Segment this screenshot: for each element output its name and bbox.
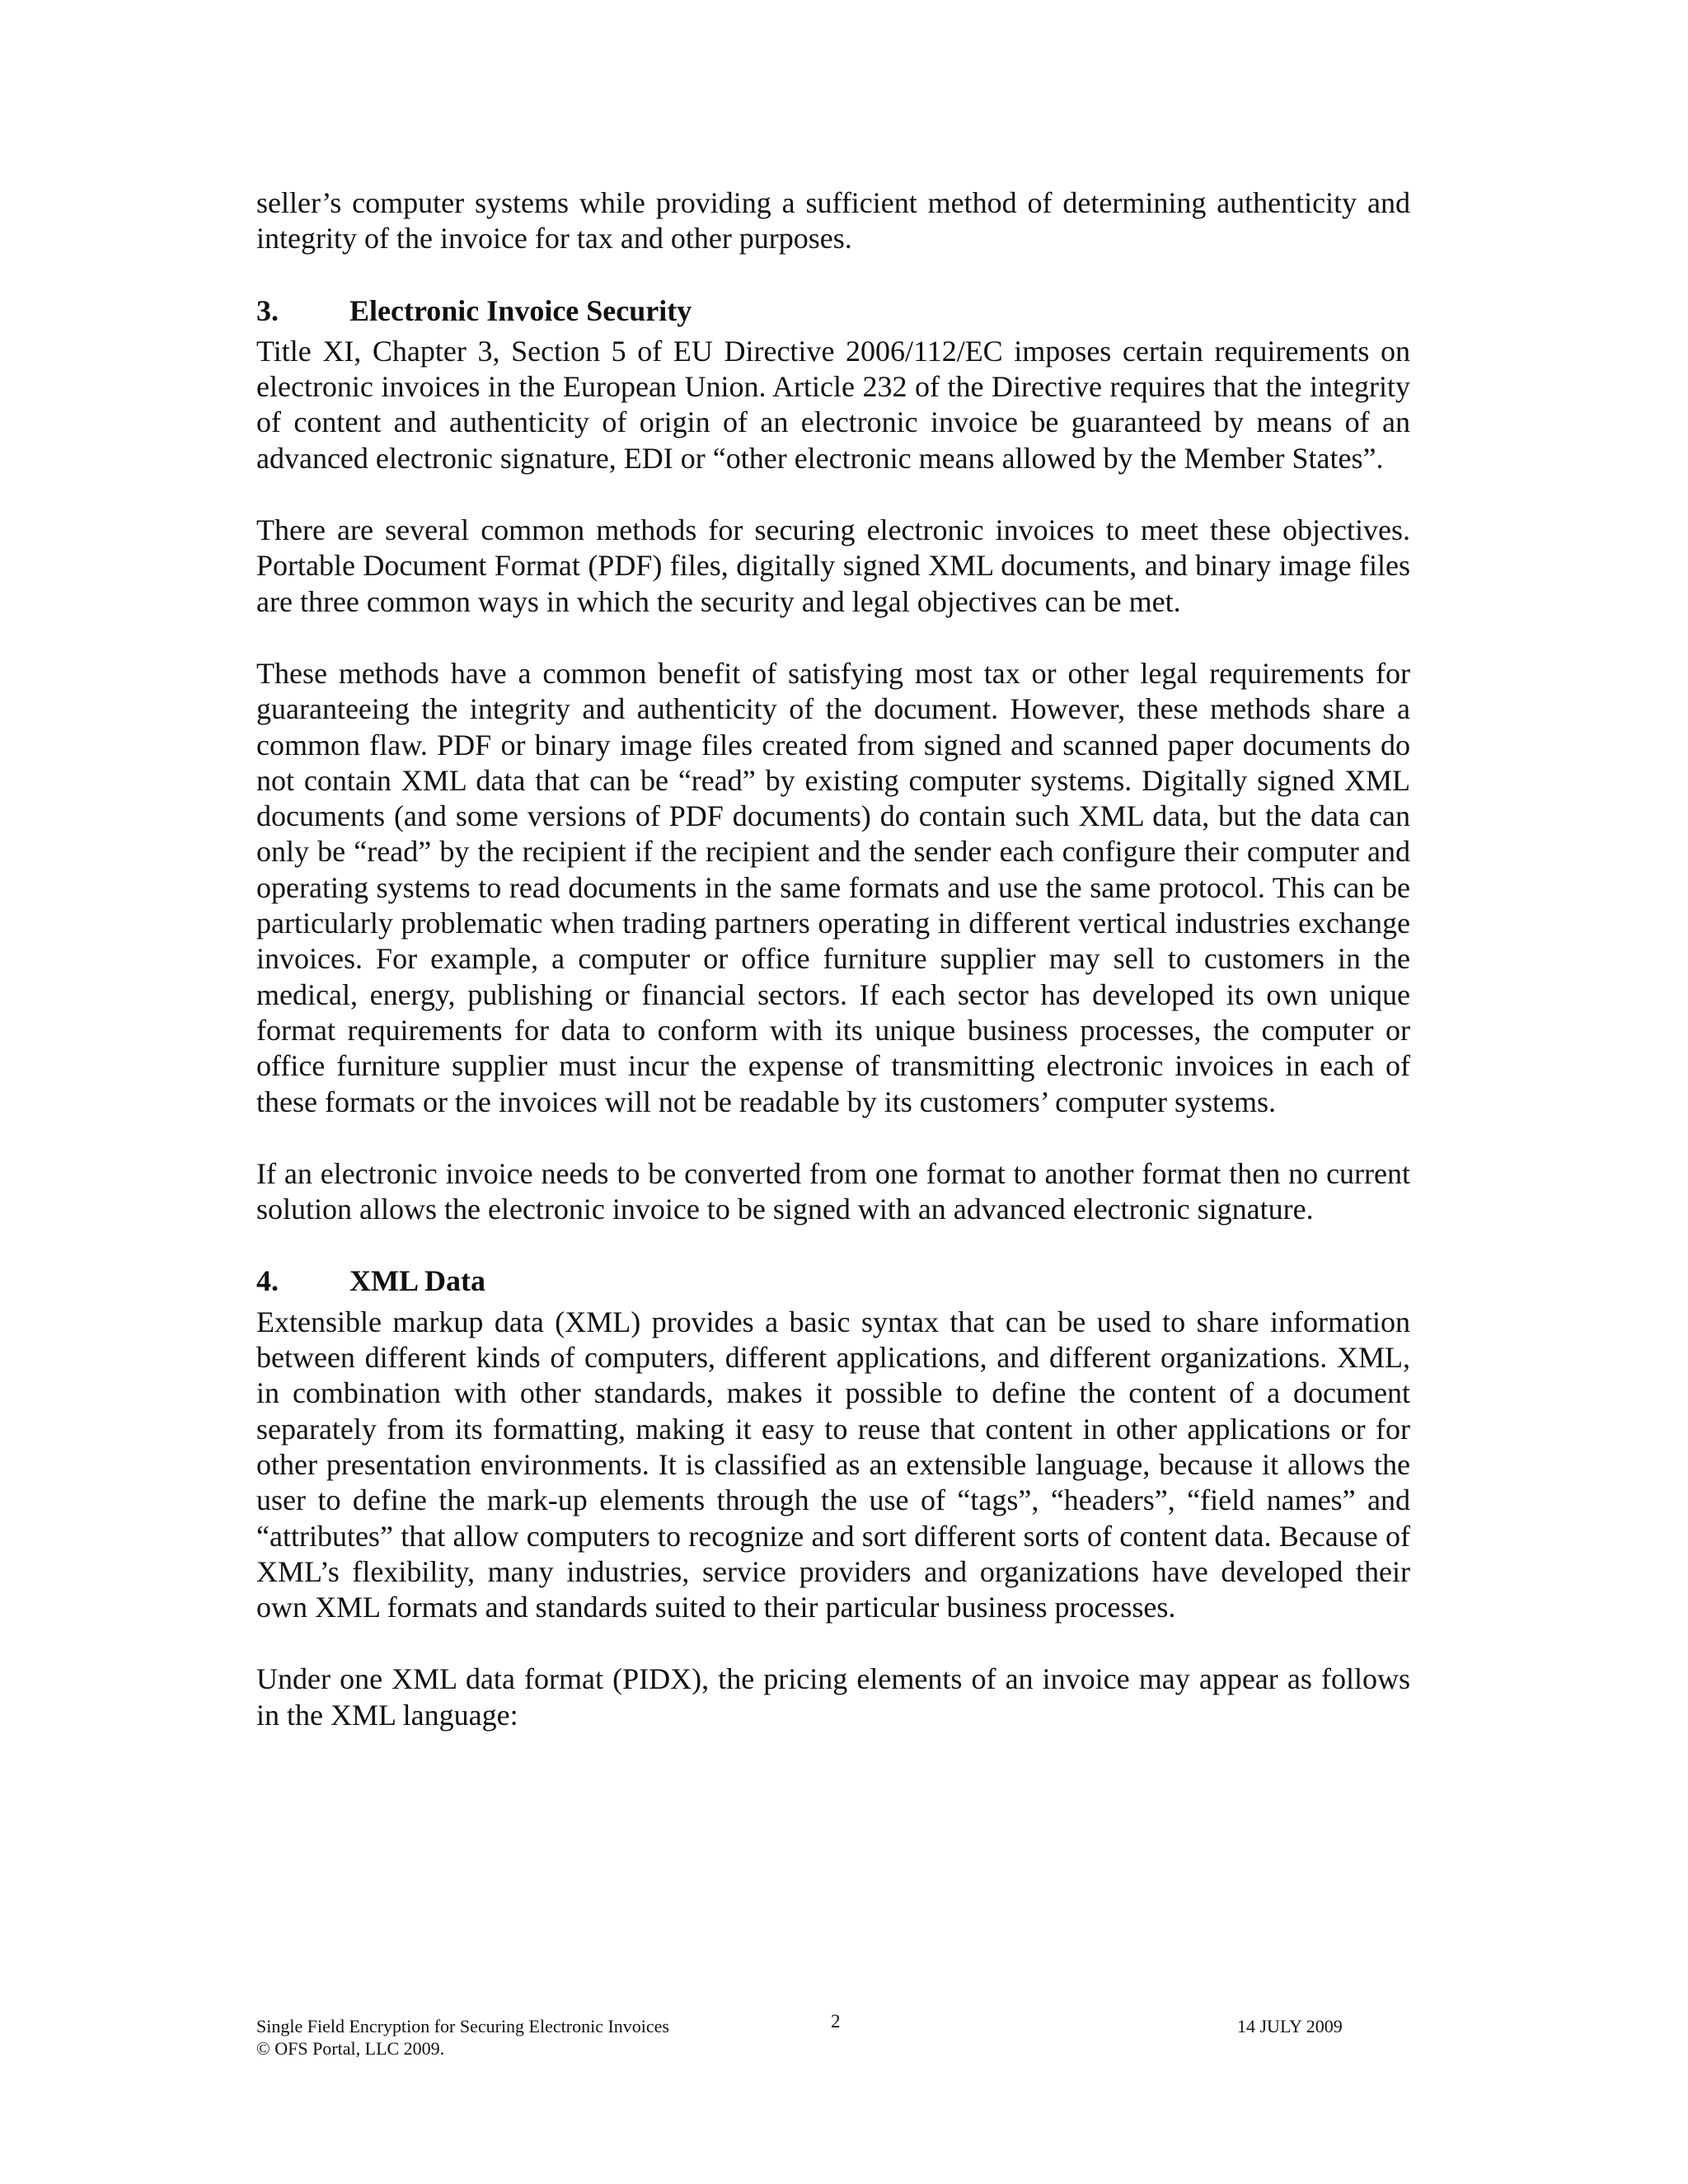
section-title: XML Data xyxy=(349,1264,485,1298)
footer-copyright: © OFS Portal, LLC 2009. xyxy=(256,2038,445,2059)
page-number: 2 xyxy=(831,2011,841,2032)
footer-left xyxy=(256,2015,833,2060)
paragraph: Title XI, Chapter 3, Section 5 of EU Directive 2006/112/EC imposes certain requirements on electronic invoices in the European Union. Article 232 of the Directive requires that the integrity of content and authenticity of origin of an electronic invoice be guaranteed by means of an advanced electronic signature, EDI or “other electronic means allowed by the Member States”. xyxy=(256,334,1410,475)
page-footer xyxy=(256,2011,1410,2081)
footer-date: 14 JULY 2009 xyxy=(1237,2016,1343,2036)
paragraph: Extensible markup data (XML) provides a basic syntax that can be used to share information between different kinds of computers, different applications, and different organizations. XML, in combination with other standards, makes it possible to define the content of a document separately from its formatting, making it easy to reuse that content in other applications or for other presentation environments. It is classified as an extensible language, because it allows the user to define the mark-up elements through the use of “tags”, “headers”, “field names” and “attributes” that allow computers to recognize and sort different sorts of content data. Because of XML’s flexibility, many industries, service providers and organizations have developed their own XML formats and standards suited to their particular business processes. xyxy=(256,1305,1410,1624)
section-4 xyxy=(256,1263,1410,1733)
paragraph: These methods have a common benefit of satisfying most tax or other legal requirements for guaranteeing the integrity and authenticity of the document. However, these methods share a common flaw. PDF or binary image files created from signed and scanned paper documents do not contain XML data that can be “read” by existing computer systems. Digitally signed XML documents (and some versions of PDF documents) do contain such XML data, but the data can only be “read” by the recipient if the recipient and the sender each configure their computer and operating systems to read documents in the same formats and use the same protocol. This can be particularly problematic when trading partners operating in different vertical industries exchange invoices. For example, a computer or office furniture supplier may sell to customers in the medical, energy, publishing or financial sectors. If each sector has developed its own unique format requirements for data to conform with its unique business processes, the computer or office furniture supplier must incur the expense of transmitting electronic invoices in each of these formats or the invoices will not be readable by its customers’ computer systems. xyxy=(256,656,1410,1118)
section-title: Electronic Invoice Security xyxy=(349,293,692,327)
section-heading xyxy=(256,1263,1410,1299)
paragraph: If an electronic invoice needs to be converted from one format to another format then no current solution allows the electronic invoice to be signed with an advanced electronic signature. xyxy=(256,1156,1410,1226)
section-number: 4. xyxy=(256,1264,279,1298)
intro-paragraph: seller’s computer systems while providing a sufficient method of determining authenticity and integrity of the invoice for tax and other purposes. xyxy=(256,186,1410,255)
page-body xyxy=(256,185,1410,1769)
footer-document-title: Single Field Encryption for Securing Electronic Invoices xyxy=(256,2016,669,2036)
section-3 xyxy=(256,293,1410,1228)
section-heading xyxy=(256,293,1410,329)
paragraph: There are several common methods for securing electronic invoices to meet these objectives. Portable Document Format (PDF) files, digitally signed XML documents, and binary image files are three common ways in which the security and legal objectives can be met. xyxy=(256,513,1410,618)
paragraph: Under one XML data format (PIDX), the pricing elements of an invoice may appear as follows in the XML language: xyxy=(256,1662,1410,1732)
section-number: 3. xyxy=(256,293,279,327)
